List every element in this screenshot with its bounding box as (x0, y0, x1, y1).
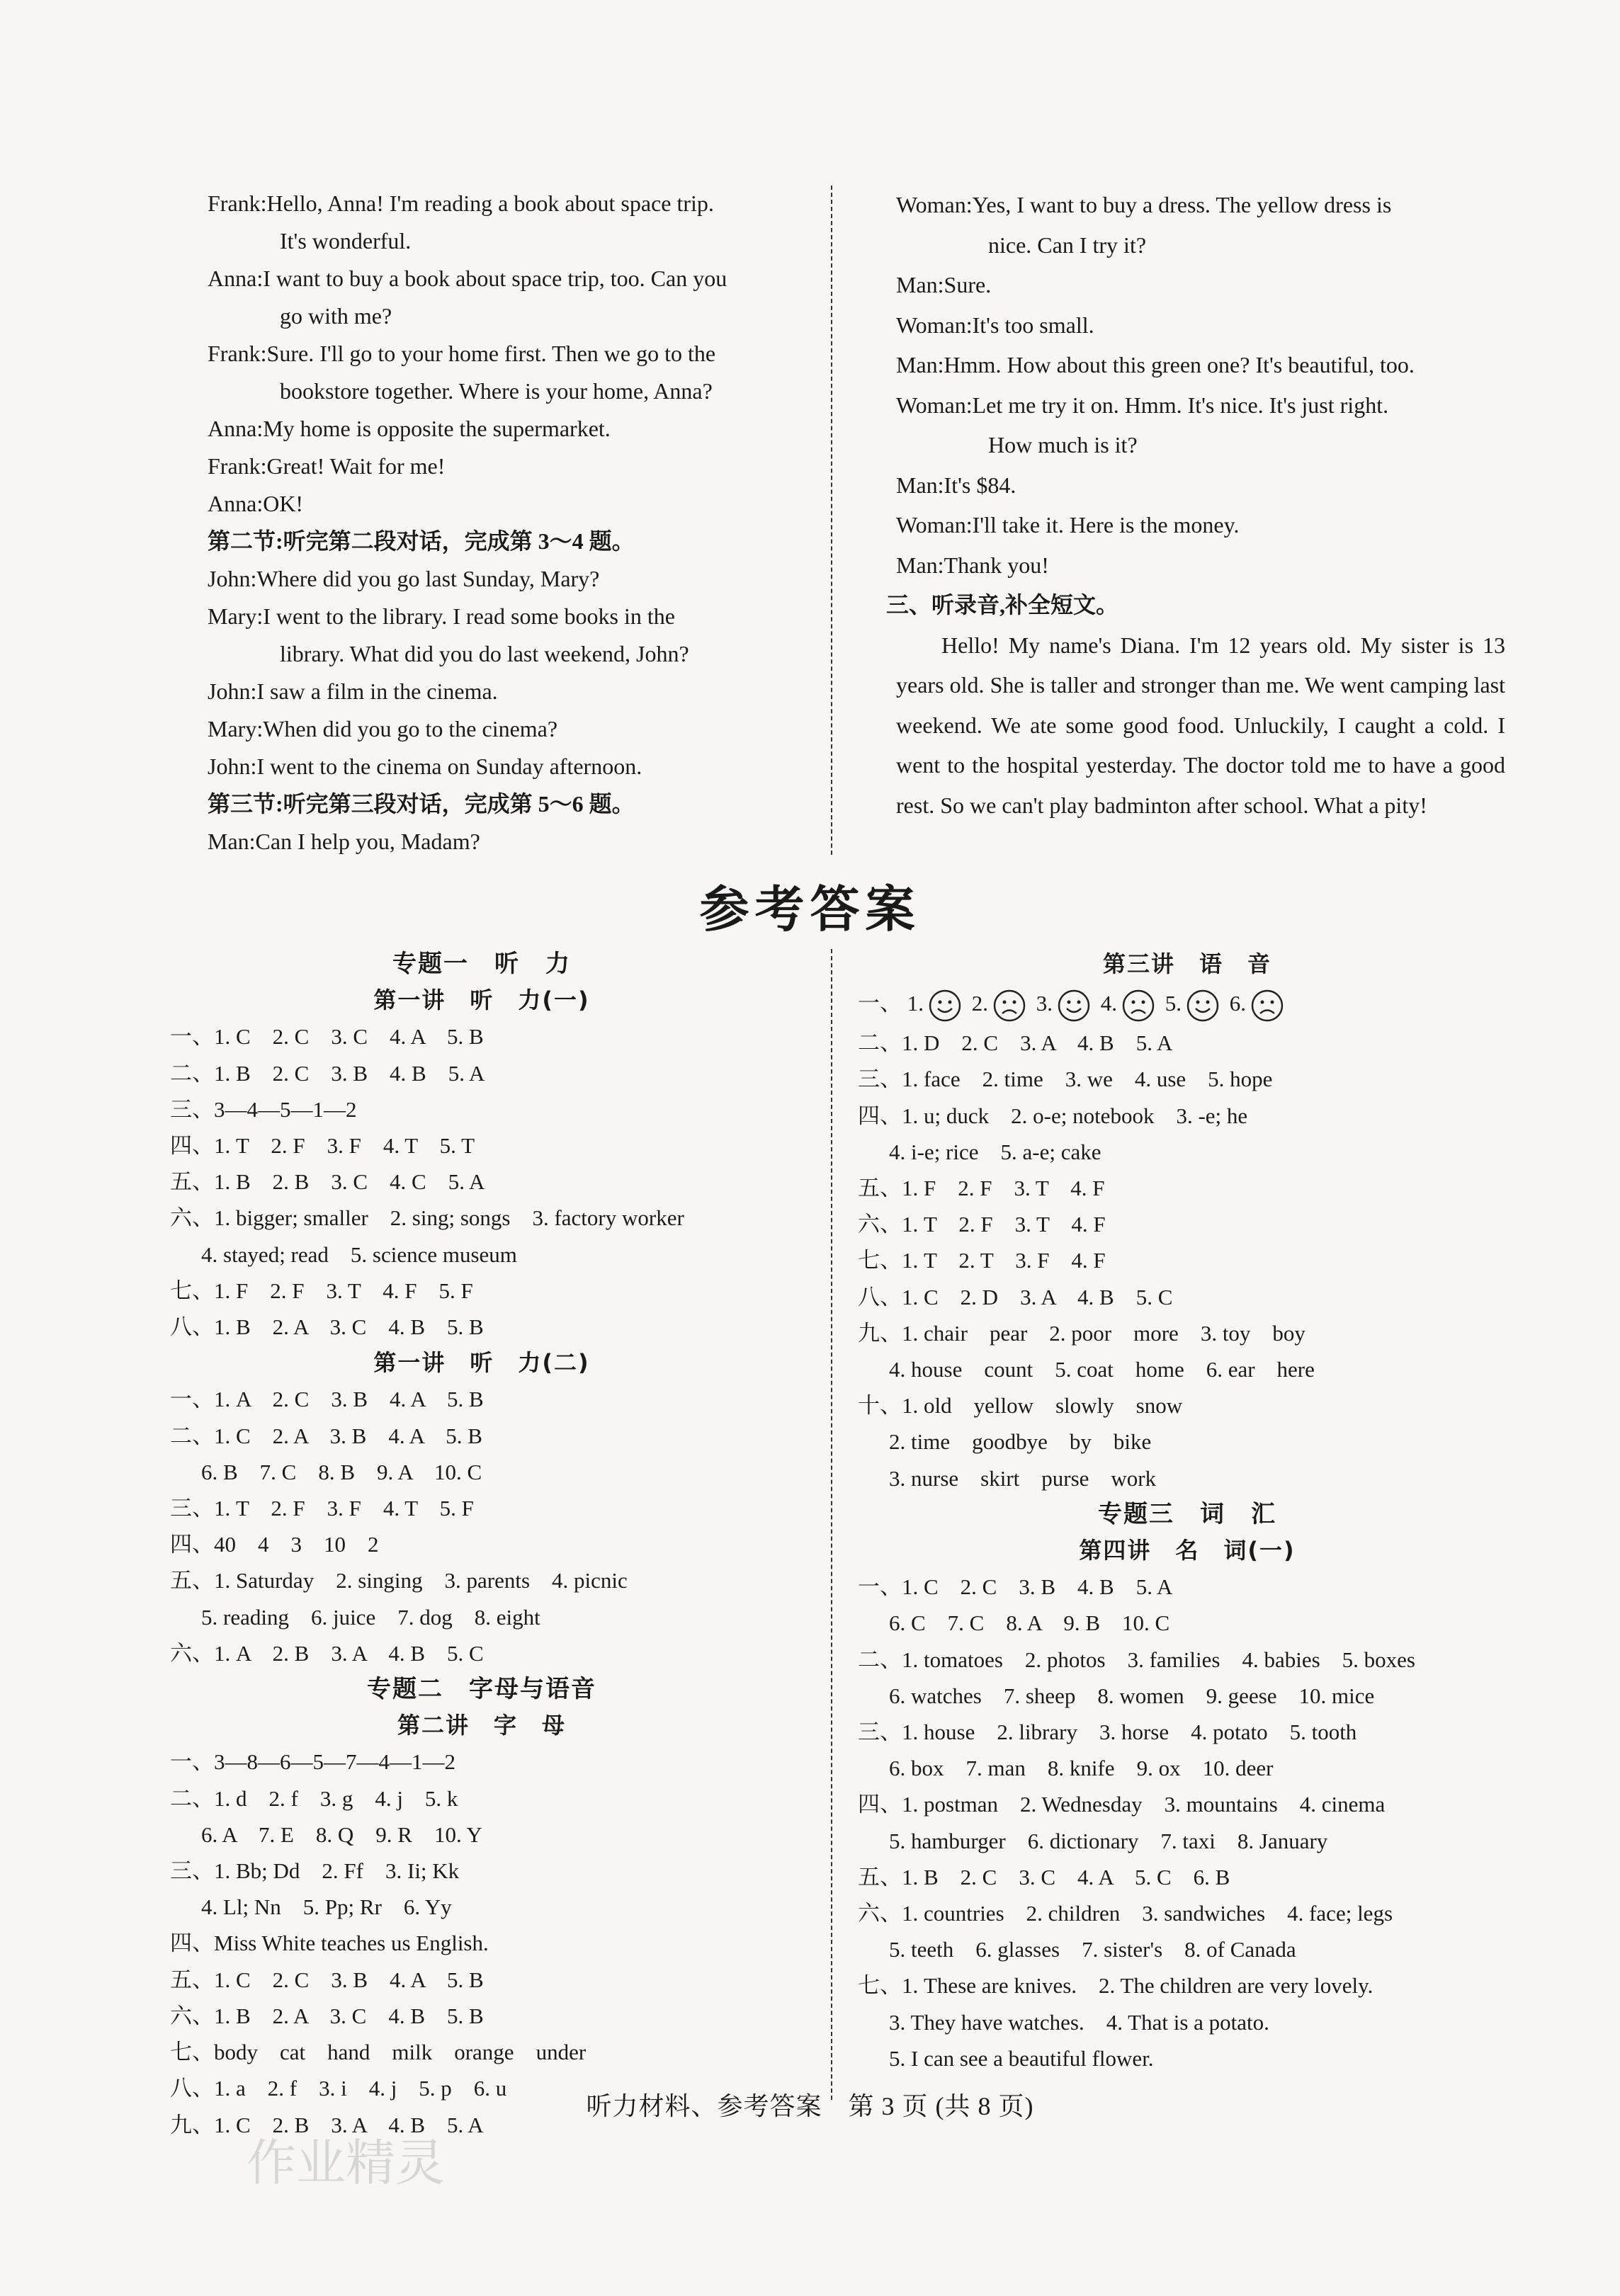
answer-line: 一、3—8—6—5—7—4—1—2 (170, 1749, 455, 1775)
dialogue-line: nice. Can I try it? (988, 232, 1147, 258)
column-divider (831, 186, 832, 855)
answer-line: 五、1. B 2. B 3. C 4. C 5. A (170, 1169, 485, 1195)
dialogue-line: Man:Can I help you, Madam? (208, 829, 480, 854)
column-divider (831, 949, 832, 2100)
answers-left-column (170, 946, 793, 2143)
lesson-heading: 第二讲 字 母 (397, 1712, 566, 1739)
dialogue-line: Man:Sure. (896, 272, 992, 297)
dialogue-line: bookstore together. Where is your home, Anna? (280, 378, 713, 404)
answer-line: 3. They have watches. 4. That is a potato. (889, 2009, 1269, 2035)
dialogue-line: John:Where did you go last Sunday, Mary? (208, 566, 600, 591)
answer-line: 5. hamburger 6. dictionary 7. taxi 8. January (889, 1828, 1328, 1853)
dialogue-line: Man:Thank you! (896, 552, 1049, 578)
answer-line: 六、1. A 2. B 3. A 4. B 5. C (170, 1640, 484, 1666)
dialogue-line: go with me? (280, 303, 392, 329)
answer-line: 6. B 7. C 8. B 9. A 10. C (201, 1459, 482, 1484)
dialogue-line: John:I saw a film in the cinema. (208, 678, 498, 704)
answer-line: 5. I can see a beautiful flower. (889, 2045, 1154, 2071)
lesson-heading: 第一讲 听 力(二) (373, 1349, 590, 1377)
dialogue-line: Mary:When did you go to the cinema? (208, 716, 558, 741)
lesson-heading: 第三讲 语 音 (1102, 950, 1271, 977)
answer-line: 四、1. postman 2. Wednesday 3. mountains 4. cinema (858, 1792, 1386, 1817)
answer-line: 八、1. C 2. D 3. A 4. B 5. C (858, 1284, 1173, 1309)
answer-line: 四、40 4 3 10 2 (170, 1532, 379, 1557)
answer-line: 五、1. B 2. C 3. C 4. A 5. C 6. B (858, 1864, 1230, 1889)
dialogue-line: Woman:I'll take it. Here is the money. (896, 512, 1240, 538)
answer-line: 四、1. T 2. F 3. F 4. T 5. T (170, 1133, 475, 1159)
smiley-face-icon (1186, 989, 1220, 1023)
dialogue-line: Woman:Yes, I want to buy a dress. The yellow dress is (896, 192, 1392, 217)
answer-line: 十、1. old yellow slowly snow (858, 1393, 1183, 1419)
dialogue-line: John:I went to the cinema on Sunday afternoon. (208, 754, 642, 779)
answer-line: 一、1. C 2. C 3. B 4. B 5. A (858, 1574, 1173, 1600)
answer-line: 5. reading 6. juice 7. dog 8. eight (201, 1604, 540, 1630)
dialogue-line: Woman:Let me try it on. Hmm. It's nice. It's just right. (896, 392, 1389, 418)
face-item: 2. (972, 991, 1031, 1016)
answer-line: 三、1. T 2. F 3. F 4. T 5. F (170, 1496, 474, 1521)
answer-line: 一、1. A 2. C 3. B 4. A 5. B (170, 1387, 484, 1412)
answer-line: 七、1. These are knives. 2. The children are very lovely. (858, 1973, 1373, 1999)
answer-line: 6. watches 7. sheep 8. women 9. geese 10. mice (889, 1683, 1375, 1708)
dialogue-line: Frank:Hello, Anna! I'm reading a book about space trip. (208, 191, 714, 216)
answers-right-column (858, 946, 1517, 2076)
answer-line: 6. C 7. C 8. A 9. B 10. C (889, 1610, 1170, 1636)
face-item: 5. (1165, 991, 1224, 1016)
answer-line: 四、Miss White teaches us English. (170, 1931, 489, 1956)
answer-line: 4. house count 5. coat home 6. ear here (889, 1357, 1315, 1382)
answer-line: 3. nurse skirt purse work (889, 1465, 1157, 1491)
answer-line: 六、1. T 2. F 3. T 4. F (858, 1212, 1106, 1237)
topic-heading: 专题二 字母与语音 (367, 1675, 596, 1704)
dialogue-line: Anna:OK! (208, 491, 304, 516)
dialogue-line: Frank:Great! Wait for me! (208, 453, 446, 479)
transcript-left-column (208, 185, 818, 860)
answer-line: 2. time goodbye by bike (889, 1429, 1152, 1455)
answer-line: 三、1. house 2. library 3. horse 4. potato 5. tooth (858, 1720, 1357, 1745)
transcript-right-column (886, 185, 1505, 825)
answer-line: 五、1. F 2. F 3. T 4. F (858, 1176, 1105, 1201)
answer-line: 四、1. u; duck 2. o-e; notebook 3. -e; he (858, 1103, 1248, 1128)
face-item: 6. (1230, 991, 1288, 1016)
answer-line: 八、1. B 2. A 3. C 4. B 5. B (170, 1314, 484, 1340)
sad-face-icon (992, 989, 1026, 1023)
answer-line: 六、1. countries 2. children 3. sandwiches 4. face; legs (858, 1901, 1393, 1926)
answer-line: 八、1. a 2. f 3. i 4. j 5. p 6. u (170, 2076, 507, 2101)
topic-heading: 专题一 听 力 (392, 950, 571, 978)
dialogue-line: Woman:It's too small. (896, 312, 1094, 338)
answer-line: 九、1. chair pear 2. poor more 3. toy boy (858, 1320, 1305, 1346)
dialogue-line: Anna:My home is opposite the supermarket. (208, 416, 611, 441)
answer-line: 4. i-e; rice 5. a-e; cake (889, 1139, 1101, 1164)
face-item: 1. (907, 991, 966, 1016)
answer-line: 4. stayed; read 5. science museum (201, 1241, 517, 1267)
answer-line: 六、1. B 2. A 3. C 4. B 5. B (170, 2003, 484, 2028)
answer-line: 六、1. bigger; smaller 2. sing; songs 3. factory worker (170, 1205, 684, 1231)
lesson-heading: 第四讲 名 词(一) (1079, 1537, 1296, 1564)
topic-heading: 专题三 词 汇 (1098, 1499, 1276, 1528)
answer-line: 6. box 7. man 8. knife 9. ox 10. deer (889, 1756, 1274, 1781)
face-answer-line (858, 982, 1517, 1025)
answer-line: 二、1. B 2. C 3. B 4. B 5. A (170, 1060, 485, 1086)
dialogue-line: Anna:I want to buy a book about space trip, too. Can you (208, 266, 727, 291)
answer-line: 五、1. C 2. C 3. B 4. A 5. B (170, 1967, 484, 1992)
answer-line: 七、1. F 2. F 3. T 4. F 5. F (170, 1278, 473, 1303)
section-heading: 第二节:听完第二段对话，完成第 3～4 题。 (208, 528, 635, 554)
section-heading: 第三节:听完第三段对话，完成第 5～6 题。 (208, 791, 635, 817)
answer-line: 一、1. C 2. C 3. C 4. A 5. B (170, 1024, 484, 1050)
dialogue-line: library. What did you do last weekend, John? (280, 641, 689, 666)
answer-line: 6. A 7. E 8. Q 9. R 10. Y (201, 1822, 482, 1847)
dialogue-line: Mary:I went to the library. I read some books in the (208, 603, 675, 629)
answer-line: 五、1. Saturday 2. singing 3. parents 4. picnic (170, 1568, 628, 1593)
answer-line: 七、1. T 2. T 3. F 4. F (858, 1248, 1106, 1273)
answer-line: 二、1. tomatoes 2. photos 3. families 4. babies 5. boxes (858, 1647, 1415, 1672)
answer-line: 三、1. Bb; Dd 2. Ff 3. Ii; Kk (170, 1858, 460, 1884)
sad-face-icon (1250, 989, 1284, 1023)
sad-face-icon (1121, 989, 1155, 1023)
dialogue-line: Man:It's $84. (896, 472, 1016, 498)
answer-line: 七、body cat hand milk orange under (170, 2040, 587, 2065)
page-title: 参考答案 (699, 880, 921, 938)
dialogue-line: Frank:Sure. I'll go to your home first. Then we go to the (208, 341, 716, 366)
answer-line: 二、1. D 2. C 3. A 4. B 5. A (858, 1030, 1173, 1056)
answer-prefix: 一、 (858, 991, 902, 1016)
answer-line: 九、1. C 2. B 3. A 4. B 5. A (170, 2112, 484, 2137)
answer-line: 5. teeth 6. glasses 7. sister's 8. of Canada (889, 1937, 1296, 1962)
face-item: 4. (1101, 991, 1160, 1016)
page-footer: 听力材料、参考答案 第 3 页 (共 8 页) (586, 2092, 1034, 2120)
passage-paragraph: Hello! My name's Diana. I'm 12 years old. My sister is 13 years old. She is taller and stronger than me. We went camping last weekend. We ate some good food. Unluckily, I caught a cold. I went to the hospital yesterday. The doctor told me to have a good rest. So we can't play badminton after school. What a pity! (896, 632, 1505, 818)
answer-line: 三、3—4—5—1—2 (170, 1096, 357, 1122)
dialogue-line: How much is it? (988, 432, 1138, 458)
smiley-face-icon (928, 989, 962, 1023)
section-heading: 三、听录音,补全短文。 (886, 592, 1119, 618)
dialogue-line: Man:Hmm. How about this green one? It's beautiful, too. (896, 352, 1415, 377)
answer-line: 4. Ll; Nn 5. Pp; Rr 6. Yy (201, 1894, 452, 1920)
lesson-heading: 第一讲 听 力(一) (373, 987, 590, 1014)
watermark: 作业精灵 (247, 2134, 445, 2192)
smiley-face-icon (1057, 989, 1091, 1023)
answer-line: 二、1. C 2. A 3. B 4. A 5. B (170, 1423, 482, 1448)
answer-line: 二、1. d 2. f 3. g 4. j 5. k (170, 1785, 458, 1811)
face-item: 3. (1036, 991, 1095, 1016)
dialogue-line: It's wonderful. (280, 228, 412, 254)
answer-line: 三、1. face 2. time 3. we 4. use 5. hope (858, 1067, 1273, 1092)
